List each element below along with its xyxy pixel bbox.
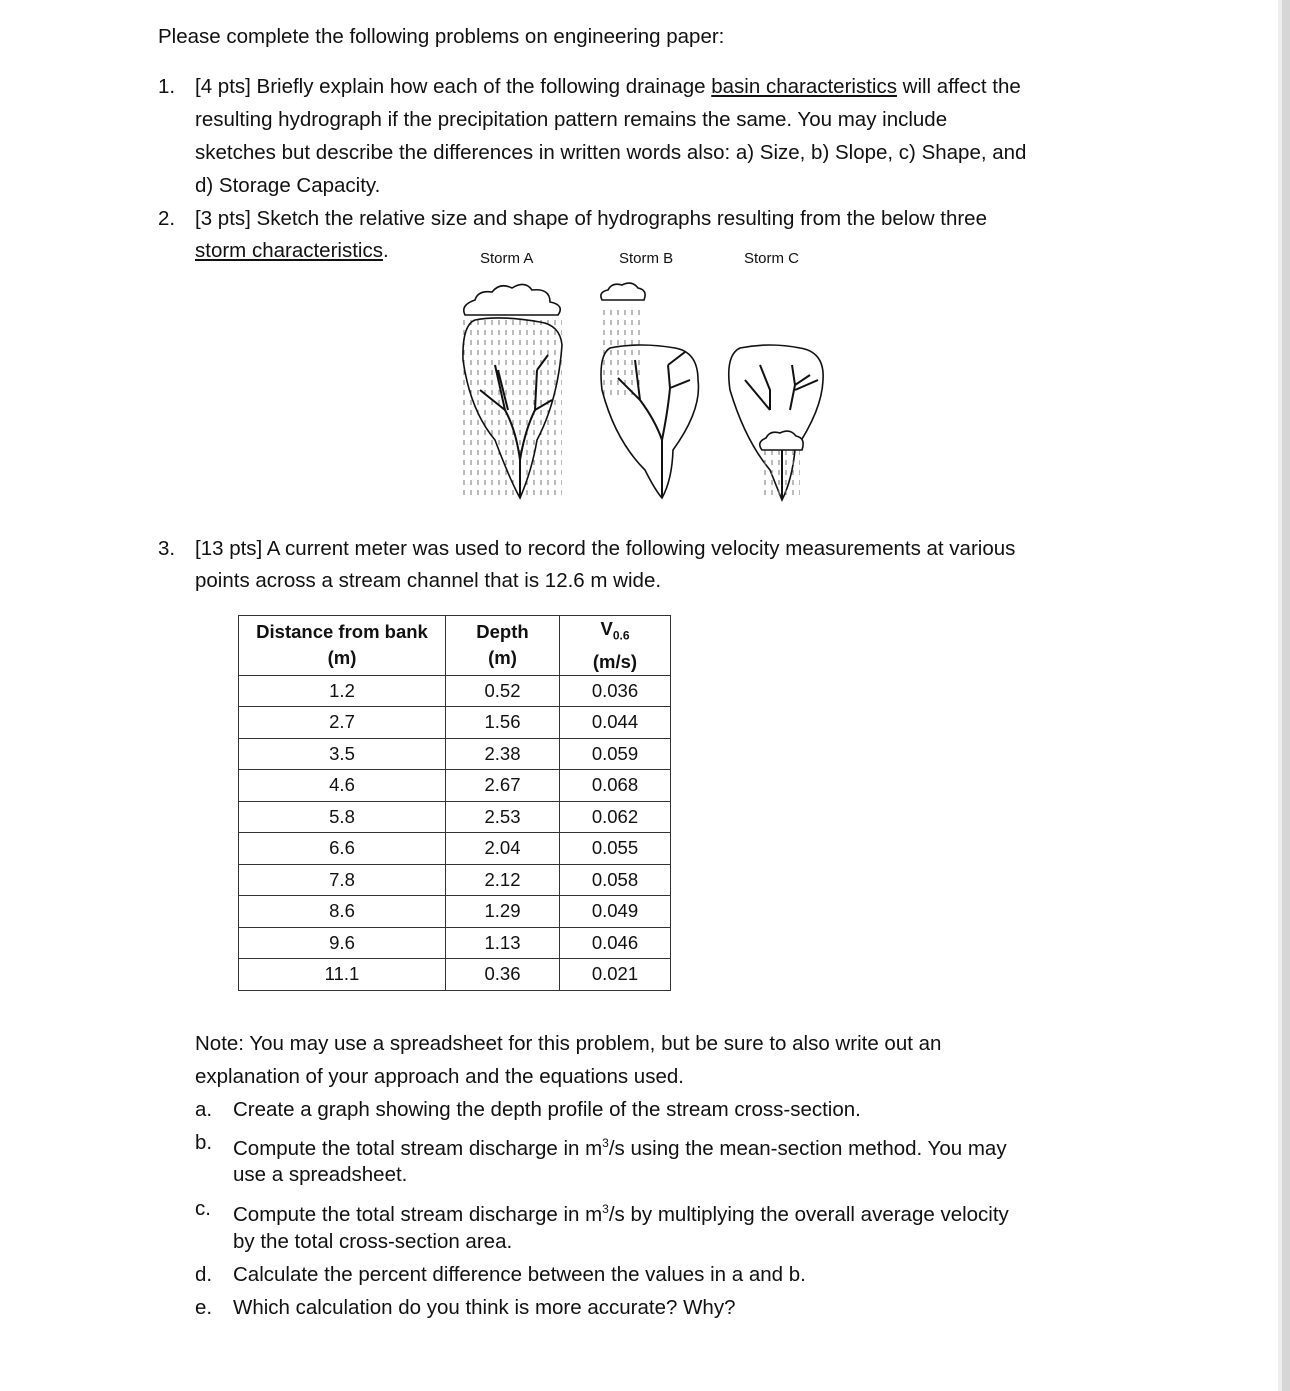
table-row (239, 833, 671, 865)
subitem-d-text: Calculate the percent difference between the values in a and b. (233, 1263, 806, 1286)
header-subscript: 0.6 (612, 628, 630, 643)
header-text: V (600, 618, 613, 639)
subitem-d-letter: d. (195, 1263, 213, 1286)
table-row (239, 738, 671, 770)
subitem-e-letter: e. (195, 1296, 213, 1319)
velocity-cell: 0.055 (560, 833, 671, 865)
table-row (239, 707, 671, 739)
problem-2-line (195, 238, 389, 264)
subitem-a-letter: a. (195, 1098, 213, 1121)
header-text: Distance from bank (256, 621, 428, 643)
storm-a-label: Storm A (480, 250, 534, 267)
scrollbar[interactable] (1282, 0, 1290, 1391)
problem-1-line: sketches but describe the differences in written words also: a) Size, b) Slope, c) Shape, and (195, 141, 1027, 164)
depth-cell: 1.56 (446, 707, 560, 739)
header-unit: (m) (327, 647, 357, 669)
subitem-c-text (233, 1196, 1009, 1228)
cloud-icon (760, 431, 803, 450)
storm-c-label: Storm C (744, 250, 800, 267)
subitem-c-letter: c. (195, 1197, 211, 1220)
distance-cell: 7.8 (239, 864, 446, 896)
depth-cell: 2.12 (446, 864, 560, 896)
header-unit: (m) (488, 647, 517, 669)
underlined-term: storm characteristics (195, 239, 383, 262)
table-row (239, 675, 671, 707)
distance-cell: 4.6 (239, 770, 446, 802)
distance-cell: 3.5 (239, 738, 446, 770)
depth-cell: 0.52 (446, 675, 560, 707)
header-velocity (560, 616, 671, 676)
distance-cell: 8.6 (239, 896, 446, 928)
text: Compute the total stream discharge in m (233, 1136, 603, 1160)
subitem-b-letter: b. (195, 1131, 213, 1154)
header-distance (239, 616, 446, 676)
table-row (239, 927, 671, 959)
storm-b-label: Storm B (619, 250, 674, 267)
velocity-cell: 0.046 (560, 927, 671, 959)
velocity-cell: 0.021 (560, 959, 671, 991)
cloud-icon (601, 283, 645, 300)
subitem-b-text (233, 1130, 1007, 1162)
underlined-term: basin characteristics (711, 75, 897, 98)
header-unit: (m/s) (592, 650, 638, 672)
text: will affect the (896, 75, 1021, 98)
velocity-cell: 0.036 (560, 675, 671, 707)
velocity-cell: 0.062 (560, 801, 671, 833)
cloud-icon (464, 284, 560, 315)
problem-3-line: [13 pts] A current meter was used to record the following velocity measurements at various (195, 537, 1016, 560)
subitem-e-text: Which calculation do you think is more accurate? Why? (233, 1296, 736, 1319)
storm-basin-sketches (440, 270, 840, 510)
intro-text: Please complete the following problems on engineering paper: (158, 25, 725, 48)
distance-cell: 2.7 (239, 707, 446, 739)
depth-cell: 2.53 (446, 801, 560, 833)
problem-3-line: points across a stream channel that is 12.6 m wide. (195, 569, 662, 592)
storm-a-basin (460, 284, 562, 498)
subitem-c-text: by the total cross-section area. (233, 1230, 513, 1253)
table-header-row (239, 616, 671, 676)
table-row (239, 959, 671, 991)
problem-1-line: resulting hydrograph if the precipitation pattern remains the same. You may include (195, 108, 948, 131)
problem-1-line (195, 74, 1021, 100)
velocity-cell: 0.058 (560, 864, 671, 896)
subitem-b-text: use a spreadsheet. (233, 1163, 408, 1186)
distance-cell: 9.6 (239, 927, 446, 959)
superscript: 3 (602, 1202, 609, 1216)
depth-cell: 0.36 (446, 959, 560, 991)
distance-cell: 1.2 (239, 675, 446, 707)
distance-cell: 6.6 (239, 833, 446, 865)
note-line: Note: You may use a spreadsheet for this problem, but be sure to also write out an (195, 1032, 942, 1055)
depth-cell: 1.13 (446, 927, 560, 959)
problem-2-number: 2. (158, 207, 176, 230)
problem-1-line: d) Storage Capacity. (195, 174, 381, 197)
text: [4 pts] Briefly explain how each of the following drainage (195, 75, 712, 98)
subitem-a-text: Create a graph showing the depth profile of the stream cross-section. (233, 1098, 861, 1121)
problem-3-number: 3. (158, 537, 176, 560)
storm-b-basin (600, 283, 698, 498)
depth-cell: 2.67 (446, 770, 560, 802)
depth-cell: 1.29 (446, 896, 560, 928)
text: /s by multiplying the overall average velocity (608, 1202, 1009, 1226)
table-row (239, 770, 671, 802)
table-row (239, 864, 671, 896)
distance-cell: 11.1 (239, 959, 446, 991)
problem-2-line: [3 pts] Sketch the relative size and shape of hydrographs resulting from the below three (195, 207, 987, 230)
header-text: Depth (476, 621, 529, 643)
velocity-cell: 0.044 (560, 707, 671, 739)
text: /s using the mean-section method. You may (608, 1136, 1007, 1160)
table-row (239, 801, 671, 833)
velocity-cell: 0.059 (560, 738, 671, 770)
depth-cell: 2.38 (446, 738, 560, 770)
velocity-table (238, 615, 671, 991)
table-row (239, 896, 671, 928)
note-line: explanation of your approach and the equations used. (195, 1065, 684, 1088)
distance-cell: 5.8 (239, 801, 446, 833)
header-depth (446, 616, 560, 676)
text: . (382, 239, 389, 262)
problem-1-number: 1. (158, 75, 176, 98)
velocity-cell: 0.049 (560, 896, 671, 928)
velocity-cell: 0.068 (560, 770, 671, 802)
text: Compute the total stream discharge in m (233, 1202, 603, 1226)
depth-cell: 2.04 (446, 833, 560, 865)
storm-c-basin (729, 345, 823, 500)
superscript: 3 (602, 1136, 609, 1150)
